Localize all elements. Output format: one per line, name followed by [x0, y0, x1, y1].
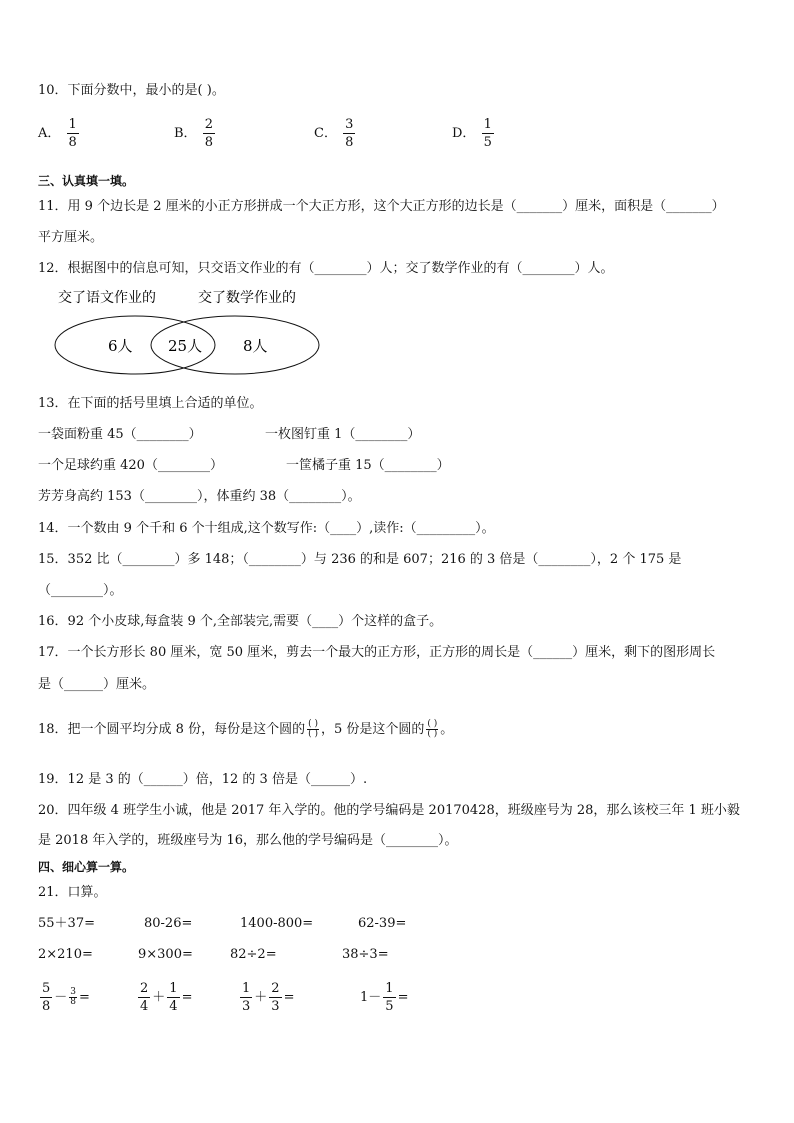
- option-a: [38, 118, 81, 149]
- question-13-item: 一个足球约重 420（________）: [38, 458, 223, 473]
- numerator: 2: [204, 117, 213, 132]
- mental-math-item: 55＋37=: [38, 916, 95, 931]
- numerator: 1: [483, 117, 492, 132]
- question-13-item: 芳芳身高约 153（________），体重约 38（________）。: [38, 489, 361, 504]
- question-13-item: 一枚图钉重 1（________）: [265, 427, 421, 442]
- fraction: [269, 982, 281, 1013]
- blank-fraction: [307, 720, 319, 739]
- blank-numerator: ( ): [308, 719, 318, 729]
- mental-math-row-1: [38, 915, 758, 933]
- denominator: 5: [483, 135, 492, 150]
- mental-math-item: 82÷2=: [230, 947, 277, 962]
- venn-diagram: [50, 284, 330, 380]
- denominator: 8: [345, 135, 354, 150]
- question-10-stem: 10．下面分数中，最小的是( )。: [38, 83, 225, 98]
- venn-right-title: 交了数学作业的: [198, 290, 296, 306]
- equals-sign: =: [181, 990, 193, 1005]
- question-11-line-1: 11．用 9 个边长是 2 厘米的小正方形拼成一个大正方形，这个大正方形的边长是（_______）厘米，面积是（_______）: [38, 199, 725, 214]
- question-18-text: 18．把一个圆平均分成 8 份，每份是这个圆的: [38, 722, 306, 737]
- numerator: 1: [68, 117, 77, 132]
- mental-math-item: 38÷3=: [342, 947, 389, 962]
- numerator: 3: [70, 987, 77, 997]
- option-b: [174, 118, 217, 149]
- option-label: B．: [174, 125, 197, 141]
- option-label: A．: [38, 125, 61, 141]
- venn-both-count: 25人: [168, 337, 203, 355]
- mental-math-item: 2×210=: [38, 947, 93, 962]
- question-18: [38, 720, 453, 739]
- numerator: 1: [242, 981, 251, 996]
- mental-math-item: 62-39=: [358, 916, 407, 931]
- fraction-expression: [136, 982, 192, 1013]
- mental-math-item: 1400-800=: [240, 916, 314, 931]
- fraction-expression: [38, 982, 90, 1013]
- operator: ＋: [254, 990, 268, 1005]
- question-18-text: ，5 份是这个圆的: [320, 722, 425, 737]
- numerator: 1: [169, 981, 178, 996]
- question-10-options: [38, 118, 758, 158]
- mental-math-row-3: [38, 982, 758, 1022]
- question-21-title: 21．口算。: [38, 885, 107, 900]
- fraction: [69, 988, 77, 1007]
- section-3-heading: 三、认真填一填。: [38, 174, 135, 188]
- question-13-stem: 13．在下面的括号里填上合适的单位。: [38, 396, 263, 411]
- operator: ＋: [152, 990, 166, 1005]
- fraction: [240, 982, 252, 1013]
- blank-denominator: ( ): [427, 729, 438, 739]
- option-label: C．: [314, 125, 337, 141]
- fraction: [203, 118, 215, 149]
- operator: －: [368, 990, 382, 1005]
- option-label: D．: [452, 125, 476, 141]
- equals-sign: =: [79, 990, 90, 1005]
- blank-numerator: ( ): [427, 719, 438, 729]
- option-c: [314, 118, 357, 149]
- denominator: 8: [68, 135, 77, 150]
- fraction: [67, 118, 79, 149]
- question-17-line-2: 是（______）厘米。: [38, 677, 156, 692]
- question-17-line-1: 17．一个长方形长 80 厘米，宽 50 厘米，剪去一个最大的正方形，正方形的周长是（______）厘米，剩下的图形周长: [38, 645, 716, 660]
- question-11-line-2: 平方厘米。: [38, 230, 104, 245]
- denominator: 8: [42, 999, 51, 1014]
- mental-math-item: 9×300=: [138, 947, 193, 962]
- option-d: [452, 118, 496, 149]
- question-20-line-2: 是 2018 年入学的，班级座号为 16，那么他的学号编码是（________）。: [38, 833, 458, 848]
- venn-right-only-count: 8人: [243, 337, 268, 355]
- denominator: 8: [70, 997, 77, 1007]
- question-14: 14．一个数由 9 个千和 6 个十组成,这个数写作:（____）,读作:（_________）。: [38, 521, 495, 536]
- whole-number: 1: [360, 990, 369, 1005]
- denominator: 3: [271, 999, 280, 1014]
- numerator: 3: [345, 117, 354, 132]
- fraction: [40, 982, 52, 1013]
- question-13-item: 一袋面粉重 45（________）: [38, 427, 202, 442]
- denominator: 4: [140, 999, 149, 1014]
- question-16: 16．92 个小皮球,每盒装 9 个,全部装完,需要（____）个这样的盒子。: [38, 614, 443, 629]
- fraction: [482, 118, 494, 149]
- equals-sign: =: [283, 990, 295, 1005]
- fraction: [167, 982, 179, 1013]
- numerator: 5: [42, 981, 51, 996]
- numerator: 2: [140, 981, 149, 996]
- denominator: 3: [242, 999, 251, 1014]
- mental-math-item: 80-26=: [144, 916, 193, 931]
- question-15-line-2: （________）。: [38, 583, 123, 598]
- denominator: 4: [169, 999, 178, 1014]
- fraction-expression: [360, 982, 408, 1013]
- fraction: [343, 118, 355, 149]
- fraction: [138, 982, 150, 1013]
- venn-left-title: 交了语文作业的: [58, 290, 156, 306]
- venn-left-only-count: 6人: [108, 337, 133, 355]
- question-12-stem: 12．根据图中的信息可知，只交语文作业的有（________）人；交了数学作业的有（________）人。: [38, 261, 614, 276]
- question-13-item: 一筐橘子重 15（________）: [286, 458, 450, 473]
- question-19: 19．12 是 3 的（______）倍，12 的 3 倍是（______）.: [38, 772, 368, 787]
- question-15-line-1: 15．352 比（________）多 148；（________）与 236 的和是 607；216 的 3 倍是（________），2 个 175 是: [38, 552, 682, 567]
- fraction-expression: [238, 982, 294, 1013]
- question-20-line-1: 20．四年级 4 班学生小诚，他是 2017 年入学的。他的学号编码是 20170428，班级座号为 28，那么该校三年 1 班小毅: [38, 803, 740, 818]
- blank-fraction: [426, 720, 438, 739]
- mental-math-row-2: [38, 946, 758, 964]
- numerator: 1: [385, 981, 394, 996]
- question-18-text: 。: [440, 722, 454, 737]
- equals-sign: =: [397, 990, 409, 1005]
- denominator: 8: [204, 135, 213, 150]
- fraction: [383, 982, 395, 1013]
- operator: －: [54, 990, 68, 1005]
- blank-denominator: ( ): [308, 729, 318, 739]
- denominator: 5: [385, 999, 394, 1014]
- numerator: 2: [271, 981, 280, 996]
- section-4-heading: 四、细心算一算。: [38, 860, 135, 874]
